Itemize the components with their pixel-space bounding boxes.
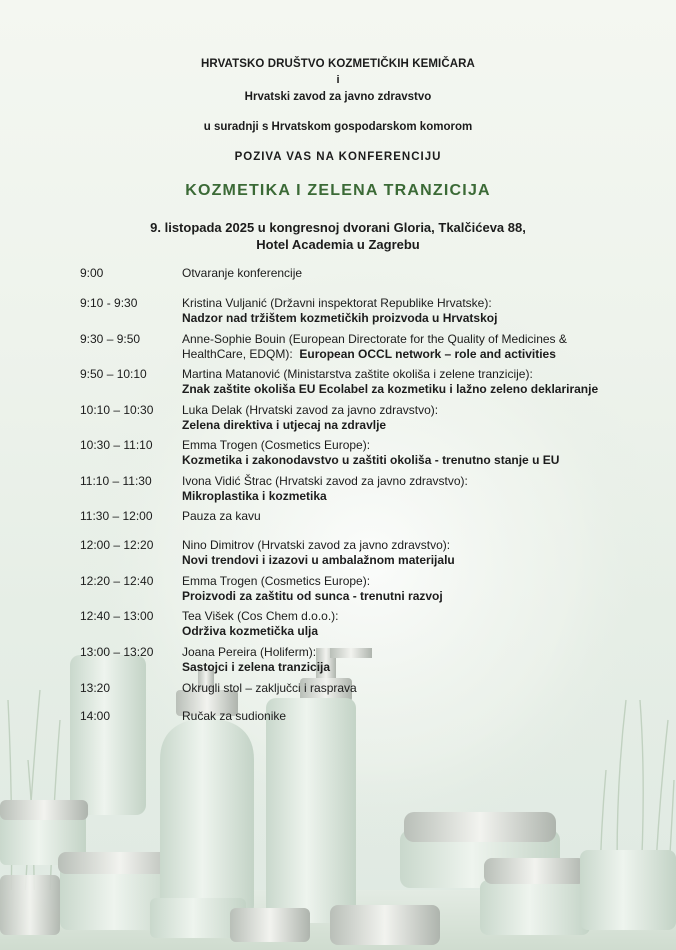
agenda-time: 12:20 – 12:40 xyxy=(80,574,154,588)
agenda-talk: Proizvodi za zaštitu od sunca - trenutni razvoj xyxy=(182,589,443,603)
agenda-speaker: Anne-Sophie Bouin (European Directorate for the Quality of Medicines & xyxy=(182,332,567,346)
organizer-conjunction: i xyxy=(336,74,340,86)
agenda-time: 11:10 – 11:30 xyxy=(80,474,152,488)
agenda-talk: European OCCL network – role and activities xyxy=(299,347,556,361)
agenda-speaker: Tea Višek (Cos Chem d.o.o.): xyxy=(182,609,339,623)
agenda-time: 12:40 – 13:00 xyxy=(80,609,154,623)
agenda-time: 9:00 xyxy=(80,266,104,280)
conference-title: KOZMETIKA I ZELENA TRANZICIJA xyxy=(185,182,491,199)
agenda-speaker: Martina Matanović (Ministarstva zaštite okoliša i zelene tranzicije): xyxy=(182,367,533,381)
agenda-talk: Održiva kozmetička ulja xyxy=(182,624,319,638)
agenda-time: 13:20 xyxy=(80,681,111,695)
agenda-speaker: Emma Trogen (Cosmetics Europe): xyxy=(182,438,371,452)
agenda-speaker-cont: HealthCare, EDQM): xyxy=(182,347,293,361)
agenda-text: Okrugli stol – zaključci i rasprava xyxy=(182,681,357,695)
agenda-talk: Sastojci i zelena tranzicija xyxy=(182,660,331,674)
agenda-speaker: Nino Dimitrov (Hrvatski zavod za javno zdravstvo): xyxy=(182,538,451,552)
organizer-1: HRVATSKO DRUŠTVO KOZMETIČKIH KEMIČARA xyxy=(201,58,475,70)
agenda-text: Pauza za kavu xyxy=(182,509,261,523)
date-line-2: Hotel Academia u Zagrebu xyxy=(256,237,420,252)
agenda-time: 14:00 xyxy=(80,709,111,723)
agenda-talk: Novi trendovi i izazovi u ambalažnom materijalu xyxy=(182,553,455,567)
agenda-text: Otvaranje konferencije xyxy=(182,266,303,280)
agenda-speaker: Kristina Vuljanić (Državni inspektorat Republike Hrvatske): xyxy=(182,296,492,310)
organizer-2: Hrvatski zavod za javno zdravstvo xyxy=(244,91,432,103)
agenda-speaker: Luka Delak (Hrvatski zavod za javno zdravstvo): xyxy=(182,403,439,417)
invitation-line: POZIVA VAS NA KONFERENCIJU xyxy=(234,151,442,163)
collaboration-line: u suradnji s Hrvatskom gospodarskom komorom xyxy=(203,121,473,133)
date-line-1: 9. listopada 2025 u kongresnoj dvorani Gloria, Tkalčićeva 88, xyxy=(150,220,526,235)
agenda-text: Ručak za sudionike xyxy=(182,709,287,723)
agenda-speaker: Ivona Vidić Štrac (Hrvatski zavod za javno zdravstvo): xyxy=(182,474,468,488)
agenda-talk: Zelena direktiva i utjecaj na zdravlje xyxy=(182,418,387,432)
agenda-time: 9:50 – 10:10 xyxy=(80,367,147,381)
agenda-time: 12:00 – 12:20 xyxy=(80,538,154,552)
agenda-time: 10:10 – 10:30 xyxy=(80,403,154,417)
agenda-talk: Mikroplastika i kozmetika xyxy=(182,489,327,503)
agenda-time: 11:30 – 12:00 xyxy=(80,509,153,523)
agenda-talk: Znak zaštite okoliša EU Ecolabel za kozmetiku i lažno zeleno deklariranje xyxy=(182,382,599,396)
agenda-talk: Kozmetika i zakonodavstvo u zaštiti okoliša - trenutno stanje u EU xyxy=(182,453,560,467)
agenda-speaker: Emma Trogen (Cosmetics Europe): xyxy=(182,574,371,588)
agenda-time: 9:10 - 9:30 xyxy=(80,296,138,310)
agenda-speaker: Joana Pereira (Holiferm): xyxy=(182,645,317,659)
agenda-time: 13:00 – 13:20 xyxy=(80,645,154,659)
agenda-time: 10:30 – 11:10 xyxy=(80,438,153,452)
agenda-time: 9:30 – 9:50 xyxy=(80,332,141,346)
agenda-talk: Nadzor nad tržištem kozmetičkih proizvoda u Hrvatskoj xyxy=(182,311,498,325)
